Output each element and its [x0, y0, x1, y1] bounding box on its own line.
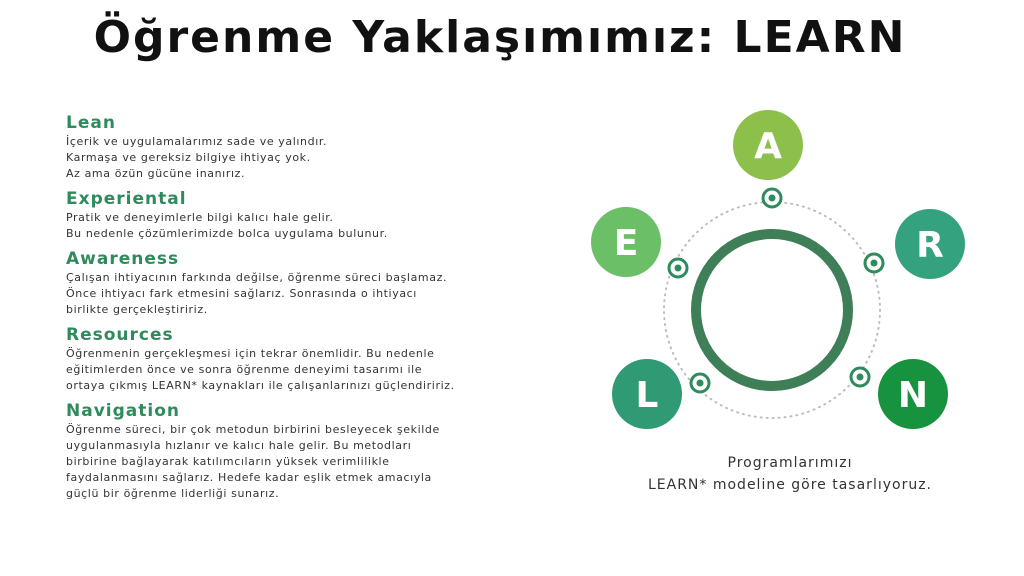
- letter-circle-n: [878, 359, 948, 429]
- orbit-marker-l: [691, 374, 709, 392]
- section-heading: Navigation: [66, 401, 180, 421]
- section-heading: Experiental: [66, 189, 187, 209]
- section-navigation: [66, 400, 506, 502]
- section-line: Çalışan ihtiyacının farkında değilse, öğrenme süreci başlamaz.: [66, 271, 448, 284]
- section-line: Az ama özün gücüne inanırız.: [66, 167, 246, 180]
- letter-e: E: [613, 223, 639, 264]
- diagram-caption: [600, 452, 980, 496]
- section-line: Karmaşa ve gereksiz bilgiye ihtiyaç yok.: [66, 151, 311, 164]
- section-line: Pratik ve deneyimlerle bilgi kalıcı hale gelir.: [66, 211, 334, 224]
- center-ring: [696, 234, 848, 386]
- learn-descriptions: [66, 112, 506, 508]
- section-heading: Lean: [66, 113, 116, 133]
- section-heading: Resources: [66, 325, 174, 345]
- section-line: Önce ihtiyacı fark etmesini sağlarız. Sonrasında o ihtiyacı: [66, 287, 417, 300]
- section-line: İçerik ve uygulamalarımız sade ve yalındır.: [66, 135, 328, 148]
- section-resources: [66, 324, 506, 394]
- orbit-marker-n: [851, 368, 869, 386]
- section-line: birbirine bağlayarak katılımcıların yüksek verimlilikle: [66, 455, 390, 468]
- orbit-marker-a: [763, 189, 781, 207]
- letter-circle-a: [733, 110, 803, 180]
- section-awareness: [66, 248, 506, 318]
- letter-a: A: [754, 126, 782, 167]
- letter-l: L: [635, 375, 659, 416]
- section-experiental: [66, 188, 506, 242]
- letter-r: R: [916, 225, 944, 266]
- section-line: Öğrenme süreci, bir çok metodun birbirini besleyecek şekilde: [66, 423, 440, 436]
- section-line: eğitimlerden önce ve sonra öğrenme deneyimi tasarımı ile: [66, 363, 423, 376]
- section-line: Öğrenmenin gerçekleşmesi için tekrar önemlidir. Bu nedenle: [66, 347, 435, 360]
- learn-cycle-diagram: [570, 100, 990, 450]
- letter-n: N: [897, 375, 929, 416]
- letter-circle-r: [895, 209, 965, 279]
- letter-circle-l: [612, 359, 682, 429]
- section-line: uygulanmasıyla hızlanır ve kalıcı hale gelir. Bu metodları: [66, 439, 412, 452]
- section-line: faydalanmasını sağlarız. Hedefe kadar eşlik etmek amacıyla: [66, 471, 432, 484]
- page-title: Öğrenme Yaklaşımımız: LEARN: [93, 12, 907, 63]
- section-line: ortaya çıkmış LEARN* kaynakları ile çalışanlarınızı güçlendiririz.: [66, 379, 455, 392]
- caption-line-2: LEARN* modeline göre tasarlıyoruz.: [647, 477, 932, 493]
- letter-circle-e: [591, 207, 661, 277]
- orbit-marker-r: [865, 254, 883, 272]
- section-heading: Awareness: [66, 249, 180, 269]
- orbit-marker-e: [669, 259, 687, 277]
- section-lean: [66, 112, 506, 182]
- section-line: Bu nedenle çözümlerimizde bolca uygulama bulunur.: [66, 227, 388, 240]
- caption-line-1: Programlarımızı: [727, 455, 853, 471]
- section-line: birlikte gerçekleştiririz.: [66, 303, 208, 316]
- section-line: güçlü bir öğrenme liderliği sunarız.: [66, 487, 280, 500]
